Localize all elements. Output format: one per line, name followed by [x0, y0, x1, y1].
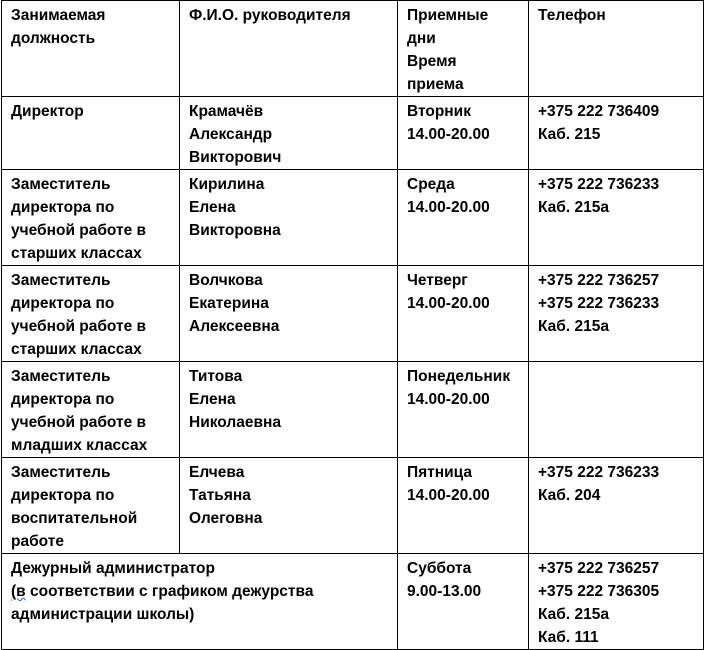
table-row [2, 266, 704, 362]
name-line: Александр [189, 126, 273, 143]
days-cell [398, 97, 529, 170]
phone-line: +375 222 736305 [538, 583, 660, 600]
name-line: Кирилина [189, 176, 265, 193]
reception-day: Суббота [407, 560, 472, 577]
office-line: Каб. 215 [538, 126, 601, 143]
reception-time: 14.00-20.00 [407, 126, 490, 143]
header-days-line: Приемные [407, 7, 489, 24]
reception-day: Среда [407, 176, 455, 193]
days-cell [398, 170, 529, 266]
table-row [2, 97, 704, 170]
name-line: Елчева [189, 464, 245, 481]
name-line: Елена [189, 391, 236, 408]
name-line: Викторович [189, 149, 282, 166]
reception-time: 14.00-20.00 [407, 199, 490, 216]
reception-time: 14.00-20.00 [407, 487, 490, 504]
name-line: Татьяна [189, 487, 251, 504]
duty-position-line: администрации школы) [11, 606, 195, 623]
days-cell [398, 362, 529, 458]
header-days-line: Время [407, 53, 457, 70]
position-text: Директор [11, 103, 84, 120]
name-line: Екатерина [189, 295, 269, 312]
duty-position-cell [2, 554, 398, 650]
header-name [180, 1, 398, 97]
office-line: Каб. 215а [538, 318, 609, 335]
reception-day: Четверг [407, 272, 468, 289]
name-cell [180, 97, 398, 170]
reception-time: 14.00-20.00 [407, 295, 490, 312]
days-cell [398, 266, 529, 362]
header-phone-text: Телефон [538, 7, 606, 24]
reception-day: Вторник [407, 103, 471, 120]
phone-cell [529, 170, 704, 266]
office-line: Каб. 204 [538, 487, 601, 504]
name-line: Викторовна [189, 222, 281, 239]
table-row [2, 362, 704, 458]
reception-day: Понедельник [407, 368, 511, 385]
header-position-text: Занимаемая должность [11, 7, 106, 47]
phone-line: +375 222 736257 [538, 560, 660, 577]
position-cell [2, 97, 180, 170]
name-line: Титова [189, 368, 243, 385]
phone-cell [529, 266, 704, 362]
position-text: Заместитель директора по учебной работе в старших классах [11, 176, 147, 262]
phone-cell [529, 554, 704, 650]
name-cell [180, 266, 398, 362]
duty-position-line: Дежурный администратор [11, 560, 215, 577]
reception-time: 9.00-13.00 [407, 583, 482, 600]
header-phone [529, 1, 704, 97]
days-cell [398, 458, 529, 554]
header-days-line: приема [407, 76, 464, 93]
table-row [2, 458, 704, 554]
position-text: Заместитель директора по учебной работе в старших классах [11, 272, 147, 358]
phone-line: +375 222 736257 [538, 272, 660, 289]
office-line: Каб. 111 [538, 629, 599, 646]
header-row [2, 1, 704, 97]
spellcheck-underline: (в [11, 583, 26, 600]
phone-cell [529, 458, 704, 554]
table-row [2, 170, 704, 266]
name-cell [180, 458, 398, 554]
office-line: Каб. 215а [538, 606, 609, 623]
phone-line: +375 222 736409 [538, 103, 660, 120]
duty-position-line: (в соответствии с графиком дежурства [11, 583, 314, 600]
phone-cell [529, 362, 704, 458]
name-line: Николаевна [189, 414, 281, 431]
header-days [398, 1, 529, 97]
name-line: Волчкова [189, 272, 263, 289]
reception-day: Пятница [407, 464, 473, 481]
position-cell [2, 266, 180, 362]
header-position [2, 1, 180, 97]
reception-time: 14.00-20.00 [407, 391, 490, 408]
phone-line: +375 222 736233 [538, 464, 660, 481]
position-cell [2, 362, 180, 458]
reception-schedule-table [1, 0, 704, 650]
header-name-text: Ф.И.О. руководителя [189, 7, 351, 24]
position-cell [2, 170, 180, 266]
header-days-line: дни [407, 30, 436, 47]
name-line: Елена [189, 199, 236, 216]
phone-line: +375 222 736233 [538, 295, 660, 312]
position-text: Заместитель директора по учебной работе в младших классах [11, 368, 148, 454]
name-line: Алексеевна [189, 318, 280, 335]
duty-row [2, 554, 704, 650]
position-text: Заместитель директора по воспитательной работе [11, 464, 138, 550]
name-line: Олеговна [189, 510, 263, 527]
phone-cell [529, 97, 704, 170]
phone-line: +375 222 736233 [538, 176, 660, 193]
office-line: Каб. 215а [538, 199, 609, 216]
days-cell [398, 554, 529, 650]
name-cell [180, 362, 398, 458]
name-line: Крамачёв [189, 103, 264, 120]
position-cell [2, 458, 180, 554]
name-cell [180, 170, 398, 266]
